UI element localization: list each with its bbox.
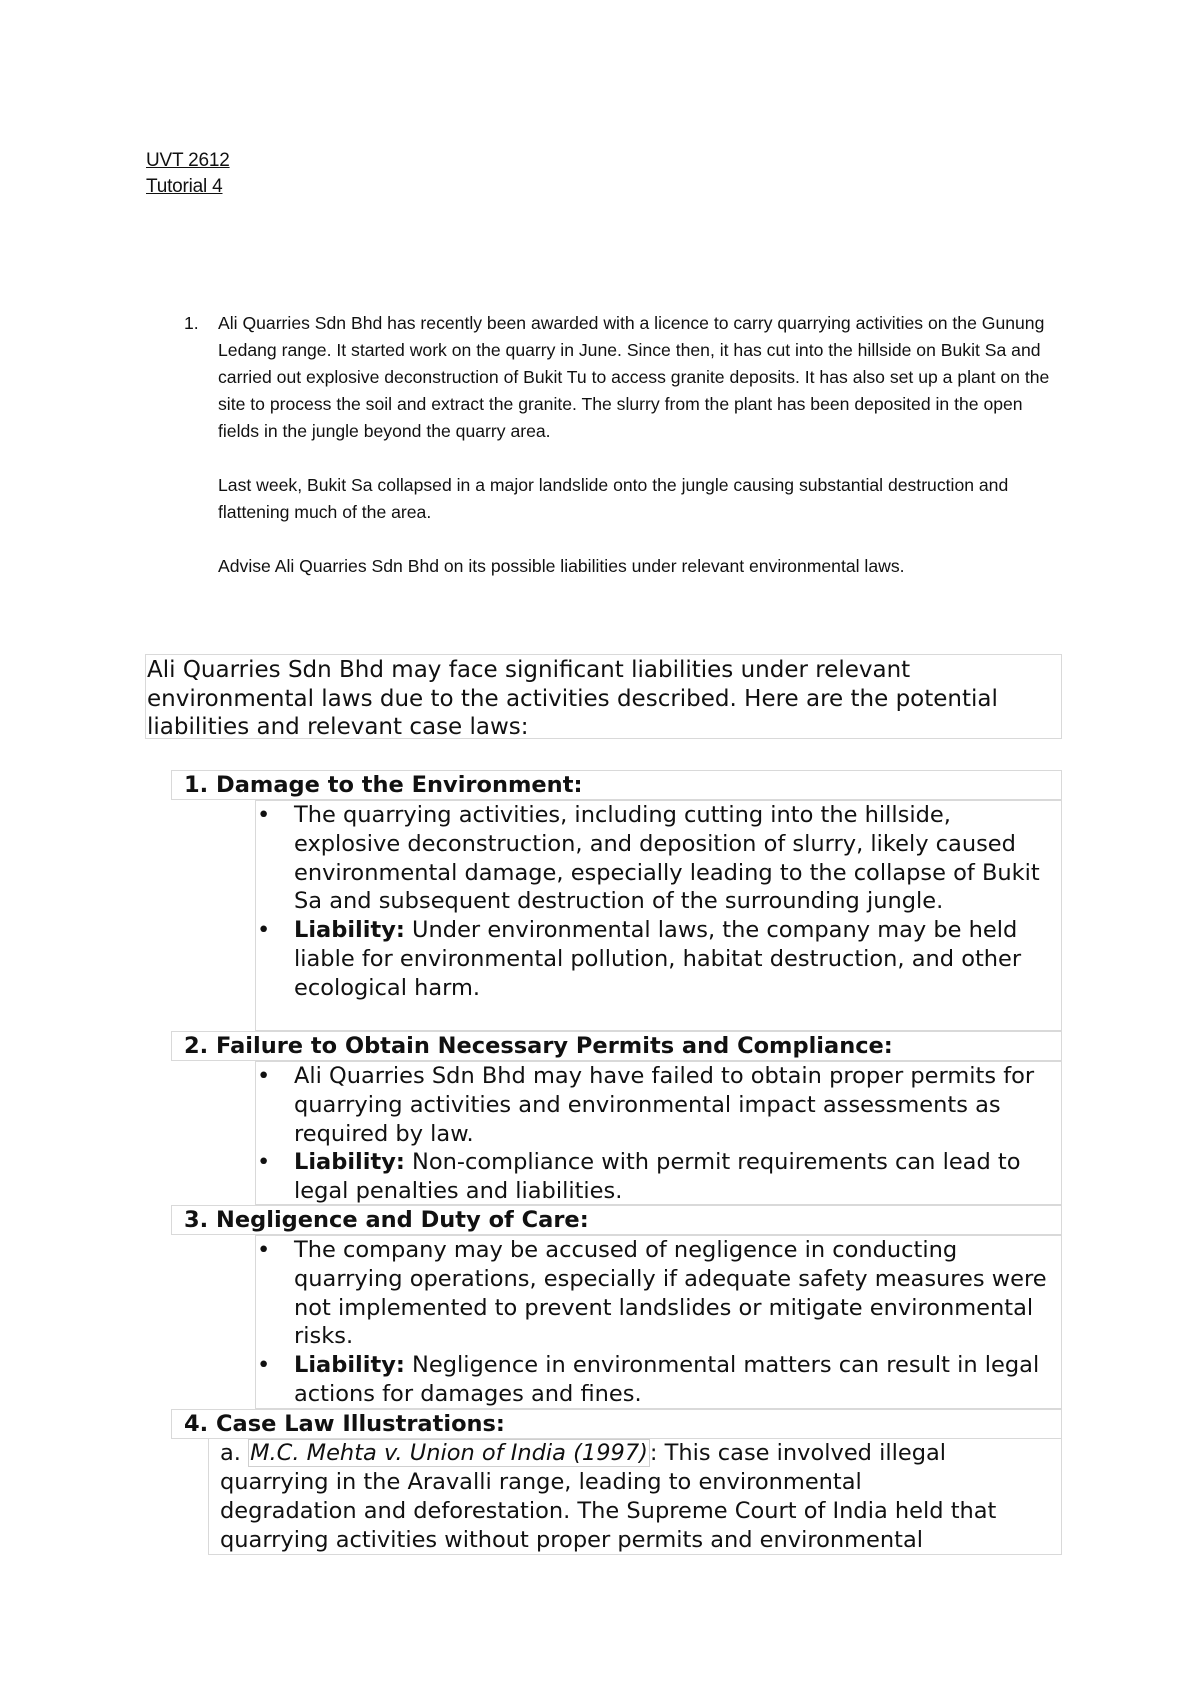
case-line-4: quarrying activities without proper permits and environmental <box>220 1527 924 1553</box>
answer-intro: Ali Quarries Sdn Bhd may face significant liabilities under relevant environmental laws due to the activities described. Here are the potential liabilities and relevant case laws: <box>145 654 1062 739</box>
bullet-list <box>256 1236 1061 1409</box>
question-paragraph-1: Ali Quarries Sdn Bhd has recently been awarded with a licence to carry quarrying activities on the Gunung Ledang range. It started work on the quarry in June. Since then, it has cut into the hillside on Bukit Sa and carried out explosive deconstruction of Bukit Tu to access granite deposits. It has also set up a plant on the site to process the soil and extract the granite. The slurry from the plant has been deposited in the open fields in the jungle beyond the quarry area. <box>218 313 1050 441</box>
case-law-body <box>208 1438 1062 1555</box>
question-paragraph-3: Advise Ali Quarries Sdn Bhd on its possible liabilities under relevant environmental laws. <box>218 556 905 576</box>
liability-text: Under environmental laws, the company may be held liable for environmental pollution, habitat destruction, and other ecological harm. <box>294 917 1022 1001</box>
case-line-1 <box>220 1439 1061 1468</box>
section-heading-4: 4. Case Law Illustrations: <box>171 1409 1062 1439</box>
section-heading-2: 2. Failure to Obtain Necessary Permits and Compliance: <box>171 1031 1062 1061</box>
case-line-2: quarrying in the Aravalli range, leading to environmental <box>220 1469 862 1495</box>
section-body-3 <box>255 1235 1062 1409</box>
bullet-point <box>256 916 1061 1002</box>
liability-text: Non-compliance with permit requirements can lead to legal penalties and liabilities. <box>294 1149 1021 1205</box>
liability-label: Liability: <box>294 1352 405 1379</box>
bullet-point <box>256 801 1061 916</box>
bullet-text: The company may be accused of negligence in conducting quarrying operations, especially if adequate safety measures were not implemented to prevent landslides or mitigate environmental risks. <box>294 1237 1047 1350</box>
liability-text: Negligence in environmental matters can result in legal actions for damages and fines. <box>294 1352 1040 1407</box>
bullet-text: The quarrying activities, including cutting into the hillside, explosive deconstruction, and deposition of slurry, likely caused environmental damage, especially leading to the collapse of Bukit Sa and subsequent destruction of the surrounding jungle. <box>294 802 1040 915</box>
liability-label: Liability: <box>294 1149 405 1176</box>
case-text-1: : This case involved illegal <box>649 1440 947 1466</box>
bullet-list <box>256 801 1061 1003</box>
case-prefix: a. <box>220 1440 249 1466</box>
case-citation: M.C. Mehta v. Union of India (1997) <box>250 1440 648 1466</box>
liability-label: Liability: <box>294 917 405 944</box>
question-number: 1. <box>184 313 199 333</box>
bullet-point <box>256 1351 1061 1409</box>
bullet-point <box>256 1062 1061 1148</box>
bullet-point <box>256 1148 1061 1206</box>
section-body-1 <box>255 800 1062 1031</box>
section-body-2 <box>255 1061 1062 1205</box>
course-code: UVT 2612 <box>146 150 230 171</box>
tutorial-title: Tutorial 4 <box>146 176 223 197</box>
question-body <box>218 310 1064 580</box>
bullet-text: Ali Quarries Sdn Bhd may have failed to obtain proper permits for quarrying activities and environmental impact assessments as required by law. <box>294 1063 1035 1147</box>
section-heading-3: 3. Negligence and Duty of Care: <box>171 1205 1062 1235</box>
case-line-3: degradation and deforestation. The Supreme Court of India held that <box>220 1498 997 1524</box>
bullet-list <box>256 1062 1061 1206</box>
bullet-point <box>256 1236 1061 1351</box>
question-paragraph-2: Last week, Bukit Sa collapsed in a major landslide onto the jungle causing substantial destruction and flattening much of the area. <box>218 475 1009 522</box>
section-heading-1: 1. Damage to the Environment: <box>171 770 1062 800</box>
